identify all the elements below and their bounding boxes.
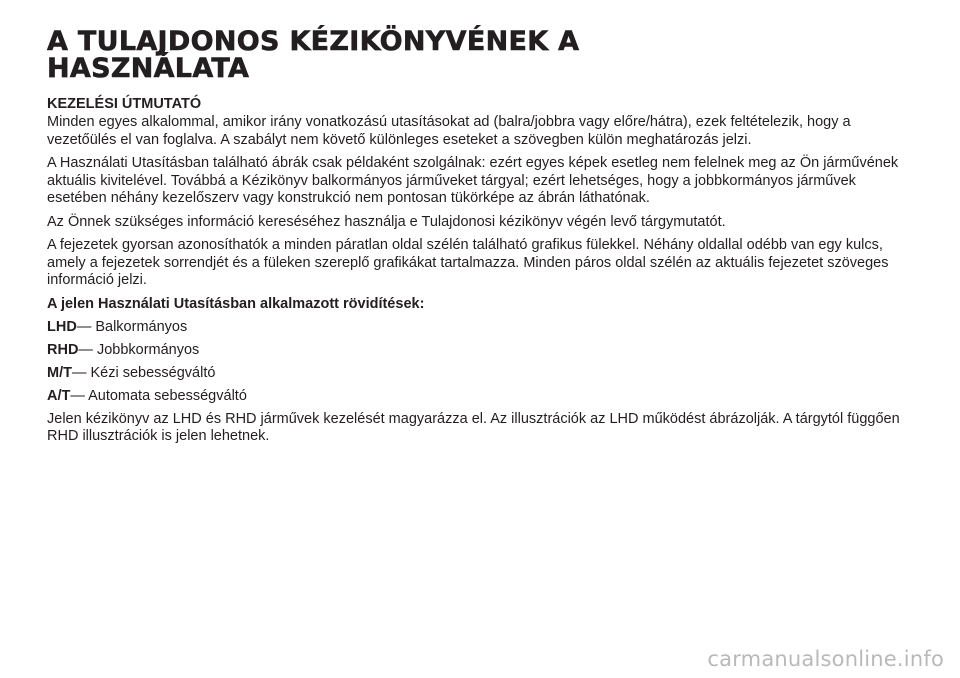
page-title-line-2: HASZNÁLATA bbox=[47, 53, 250, 84]
abbreviation-code: LHD bbox=[47, 318, 77, 335]
paragraph-illustrations: A Használati Utasításban található ábrák csak példaként szolgálnak: ezért egyes képek esetleg nem felelnek meg az Ön járművének aktuális kivitelével. Továbbá a Kézikönyv balkormányos járműveket tárgyal; ezért lehetséges, hogy a jobbkormányos járművek esetében néhány kezelőszerv vagy konstrukció nem pontosan tükörképe az ábrán láthatónak. bbox=[47, 155, 899, 206]
paragraph-index: Az Önnek szükséges információ kereséséhez használja e Tulajdonosi kézikönyv végén levő tárgymutatót. bbox=[47, 213, 726, 230]
page-title bbox=[47, 28, 907, 82]
page-title-line-1: A TULAJDONOS KÉZIKÖNYVÉNEK A bbox=[47, 26, 580, 57]
abbreviation-description: — Kézi sebességváltó bbox=[71, 364, 216, 381]
abbreviation-item-mt bbox=[47, 365, 907, 382]
abbreviation-item-rhd bbox=[47, 342, 907, 359]
paragraph-directions: Minden egyes alkalommal, amikor irány vonatkozású utasításokat ad (balra/jobbra vagy előre/hátra), ezek feltételezik, hogy a vezetőülés el van foglalva. A szabályt nem követő különleges eseteket a szövegben külön meghatározás jelzi. bbox=[47, 114, 851, 148]
watermark: carmanualsonline.info bbox=[707, 647, 944, 671]
section-heading: KEZELÉSI ÚTMUTATÓ bbox=[47, 96, 202, 112]
abbreviation-description: — Jobbkormányos bbox=[78, 341, 200, 358]
abbreviation-code: M/T bbox=[47, 364, 72, 381]
abbreviation-item-at bbox=[47, 388, 907, 405]
abbreviation-code: A/T bbox=[47, 387, 71, 404]
abbreviations-heading: A jelen Használati Utasításban alkalmazott rövidítések: bbox=[47, 295, 425, 312]
paragraph-closing: Jelen kézikönyv az LHD és RHD járművek kezelését magyarázza el. Az illusztrációk az LHD működést ábrázolják. A tárgytól függően RHD illusztrációk is jelen lehetnek. bbox=[47, 410, 900, 444]
abbreviation-description: — Balkormányos bbox=[76, 318, 188, 335]
abbreviation-code: RHD bbox=[47, 341, 79, 358]
paragraph-chapters: A fejezetek gyorsan azonosíthatók a minden páratlan oldal szélén található grafikus fülekkel. Néhány oldallal odébb van egy kulcs, amely a fejezetek sorrendjét és a füleken szereplő grafikákat tartalmazza. Minden páros oldal szélén az aktuális fejezetet szöveges információ jelzi. bbox=[47, 237, 889, 288]
manual-page bbox=[47, 28, 907, 452]
abbreviation-item-lhd bbox=[47, 319, 907, 336]
abbreviation-description: — Automata sebességváltó bbox=[70, 387, 247, 404]
